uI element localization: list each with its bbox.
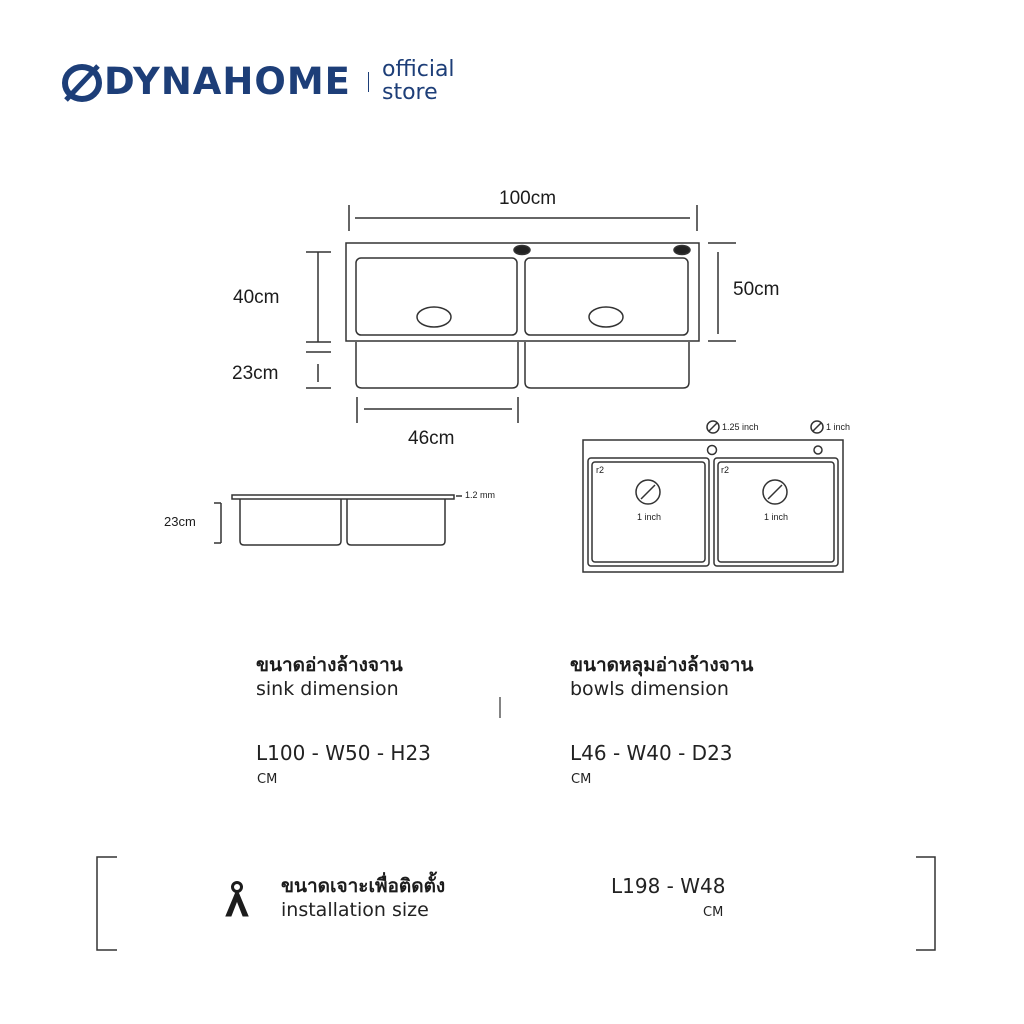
right-drain-label: 1 inch [764, 512, 789, 522]
bowls-dimension-block [570, 653, 753, 701]
side-view-drawing [214, 495, 462, 545]
installation-size-english: installation size [281, 899, 429, 921]
brand-name: DYNAHOME [104, 60, 351, 103]
left-radius-label: r2 [596, 465, 605, 475]
installation-size-block [281, 874, 445, 922]
bowls-dimension-thai: ขนาดหลุมอ่างล้างจาน [570, 654, 754, 676]
logo-separator [368, 72, 369, 92]
thickness-label: 1.2 mm [465, 490, 496, 500]
sink-dimension-english: sink dimension [256, 678, 399, 700]
bowls-dimension-english: bowls dimension [570, 678, 729, 700]
installation-size-thai: ขนาดเจาะเพื่อติดตั้ง [281, 875, 446, 897]
sink-dimension-thai: ขนาดอ่างล้างจาน [256, 654, 403, 676]
installation-size-value: L198 - W48 [611, 874, 726, 898]
sink-dimension-block [256, 653, 403, 701]
installation-size-unit: CM [703, 905, 724, 920]
top-depth-label: 50cm [733, 279, 780, 300]
sink-dimension-value: L100 - W50 - H23 [256, 741, 431, 765]
accessory-hole-label: 1 inch [826, 422, 851, 432]
top-view-drawing [306, 205, 736, 423]
dynahome-logo-icon [60, 62, 104, 104]
bowl-width-label: 46cm [408, 428, 455, 449]
plan-view-drawing [583, 421, 843, 572]
right-radius-label: r2 [721, 465, 730, 475]
side-height-label: 23cm [164, 514, 196, 529]
brand-subtitle-line1: official [382, 57, 455, 82]
height-label: 23cm [232, 363, 279, 384]
top-width-label: 100cm [499, 188, 557, 209]
left-drain-label: 1 inch [637, 512, 662, 522]
brand-subtitle-line2: store [382, 80, 438, 105]
sink-dimension-unit: CM [257, 772, 278, 787]
bowls-dimension-value: L46 - W40 - D23 [570, 741, 733, 765]
bowl-depth-label: 40cm [233, 287, 280, 308]
brand-subtitle [382, 58, 455, 104]
installation-bracket [97, 857, 935, 950]
compass-icon [226, 883, 248, 917]
faucet-hole-label: 1.25 inch [722, 422, 759, 432]
bowls-dimension-unit: CM [571, 772, 592, 787]
